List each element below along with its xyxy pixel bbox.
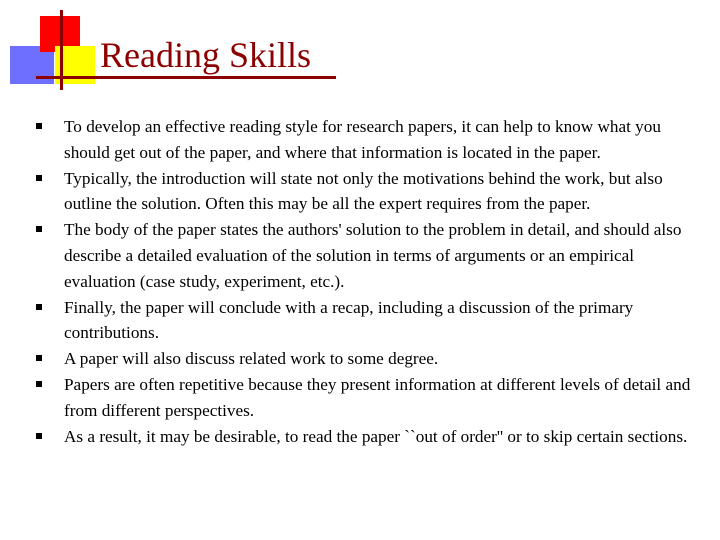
bullet-square-icon [36,175,42,181]
bullet-text: A paper will also discuss related work to some degree. [64,349,439,369]
bullet-text: As a result, it may be desirable, to read the paper ``out of order'' or to skip certain sections. [64,426,688,446]
bullet-item [36,295,706,347]
bullet-item [36,114,706,166]
bullet-text: Typically, the introduction will state not only the motivations behind the work, but also outline the solution. Often this may be all the expert requires from the paper. [64,168,663,214]
bullet-text: Finally, the paper will conclude with a recap, including a discussion of the primary contributions. [64,297,634,343]
bullet-item [36,372,706,424]
bullet-text: Papers are often repetitive because they present information at different levels of detail and from different perspectives. [64,374,691,420]
bullet-square-icon [36,381,42,387]
bullet-square-icon [36,304,42,310]
slide-title: Reading Skills [100,35,312,75]
slide-logo [0,0,100,100]
bullet-item [36,424,706,450]
bullet-item [36,217,706,294]
bullet-list [36,114,706,449]
bullet-item [36,346,706,372]
bullet-square-icon [36,226,42,232]
bullet-square-icon [36,433,42,439]
bullet-square-icon [36,123,42,129]
bullet-text: To develop an effective reading style for research papers, it can help to know what you should get out of the paper, and where that information is located in the paper. [64,117,661,162]
bullet-item [36,166,706,218]
bullet-text: The body of the paper states the authors' solution to the problem in detail, and should also describe a detailed evaluation of the solution in terms of arguments or an empirical evaluation (case study, experiment, etc.). [64,220,682,291]
bullet-square-icon [36,355,42,361]
